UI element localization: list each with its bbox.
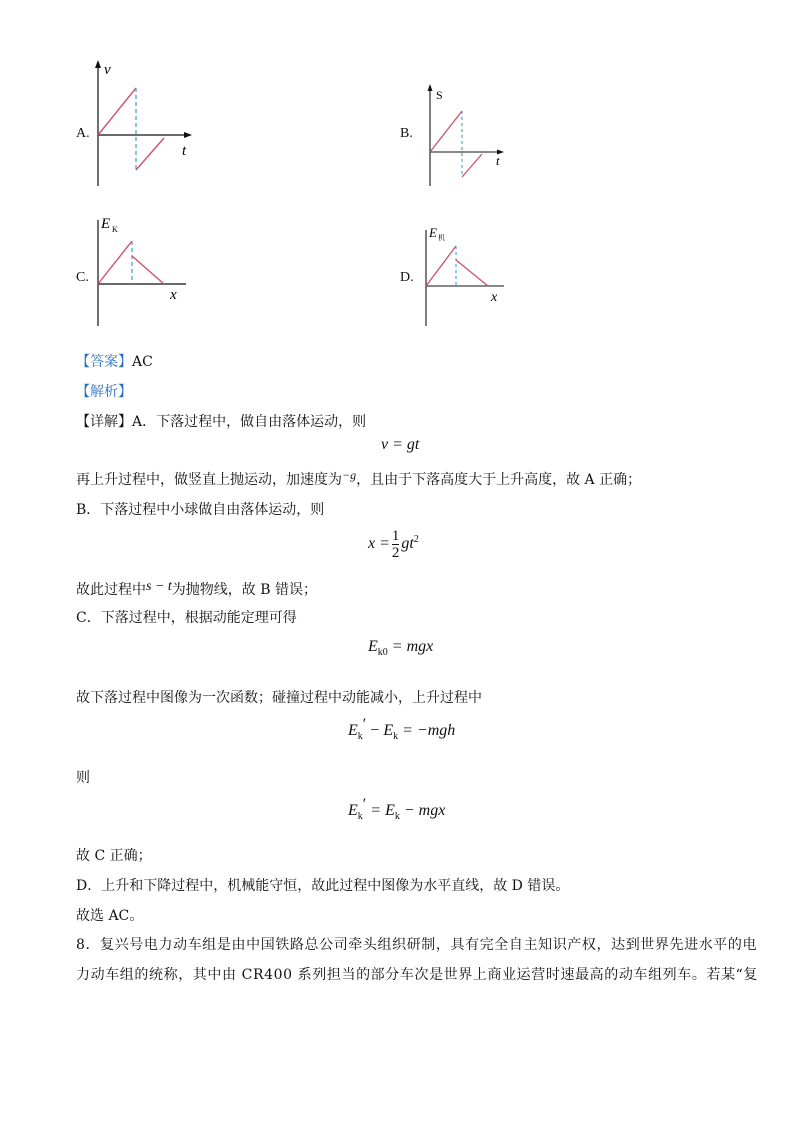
x-arrow — [184, 132, 192, 138]
curve-fall — [98, 241, 132, 284]
detail-tag: 【详解】 — [76, 414, 132, 430]
graph-a — [88, 58, 198, 190]
y-axis-label: E — [101, 216, 111, 232]
equation-5: $E_k' = E_k$ − mgx — [348, 796, 446, 823]
equation-1: v = gt — [381, 436, 420, 453]
curve-rise — [132, 256, 164, 284]
graph-d — [416, 220, 516, 330]
x-axis-label: t — [182, 143, 187, 159]
detail-c-intro: C．下落过程中，根据动能定理可得 — [76, 610, 297, 626]
y-axis-label: E — [429, 225, 437, 240]
curve-up — [462, 154, 482, 177]
analysis-tag: 【解析】 — [76, 384, 132, 400]
detail-b-intro: B．下落过程中小球做自由落体运动，则 — [76, 502, 325, 518]
detail-a-line2: 再上升过程中，做竖直上抛运动，加速度为−g，且由于下落高度大于上升高度，故 A 正确； — [76, 468, 642, 488]
graph-c — [88, 210, 198, 330]
y-arrow — [95, 60, 101, 68]
y-axis-label-sub: 机 — [438, 234, 445, 242]
curve-down — [98, 88, 136, 135]
detail-c-then: 则 — [76, 770, 90, 786]
detail-d-line: D．上升和下降过程中，机械能守恒，故此过程中图像为水平直线，故 D 错误。 — [76, 878, 570, 894]
curve-fall — [426, 246, 456, 286]
equation-4: $E_k' - E_k = -mgh$ — [348, 716, 456, 743]
y-axis-label: S — [436, 88, 443, 102]
equation-2: x = $\frac{1}{2}$ $gt^2$ — [368, 528, 419, 561]
s-t-expr: s − t — [146, 579, 172, 594]
detail-c-conclusion: 故 C 正确； — [76, 848, 152, 864]
answer-tag: 【答案】 — [76, 354, 132, 370]
option-a-label: A. — [76, 126, 90, 141]
curve-up — [136, 138, 164, 170]
y-axis-label: v — [104, 62, 111, 78]
detail-a-text: A．下落过程中，做自由落体运动，则 — [132, 414, 367, 430]
y-arrow — [428, 84, 433, 91]
detail-a-intro — [76, 412, 366, 432]
y-axis-label-sub: K — [112, 225, 118, 234]
final-answer: 故选 AC。 — [76, 908, 144, 924]
curve-down — [430, 111, 462, 152]
option-d-label: D. — [400, 270, 414, 285]
graph-b — [420, 82, 510, 188]
x-axis-label: t — [496, 153, 500, 168]
option-b-label: B. — [400, 126, 413, 141]
answer-line — [76, 352, 153, 372]
equation-3: $E_{k0}$ = mgx — [368, 638, 434, 659]
analysis-line — [76, 382, 132, 402]
question8-line1: 8．复兴号电力动车组是由中国铁路总公司牵头组织研制，具有完全自主知识产权，达到世界先进水平的电 — [76, 937, 758, 953]
accel-value: −g — [342, 468, 357, 482]
answer-value: AC — [132, 354, 153, 370]
question8-line2: 力动车组的统称，其中由 CR400 系列担当的部分车次是世界上商业运营时速最高的动车组列车。若某“复 — [76, 967, 759, 983]
detail-b-line2: 故此过程中s − t为抛物线，故 B 错误； — [76, 579, 317, 598]
x-axis-label: x — [170, 287, 177, 303]
detail-c-line2: 故下落过程中图像为一次函数；碰撞过程中动能减小，上升过程中 — [76, 690, 482, 706]
x-axis-label: x — [491, 290, 498, 305]
option-c-label: C. — [76, 270, 89, 285]
curve-rise — [456, 260, 488, 286]
